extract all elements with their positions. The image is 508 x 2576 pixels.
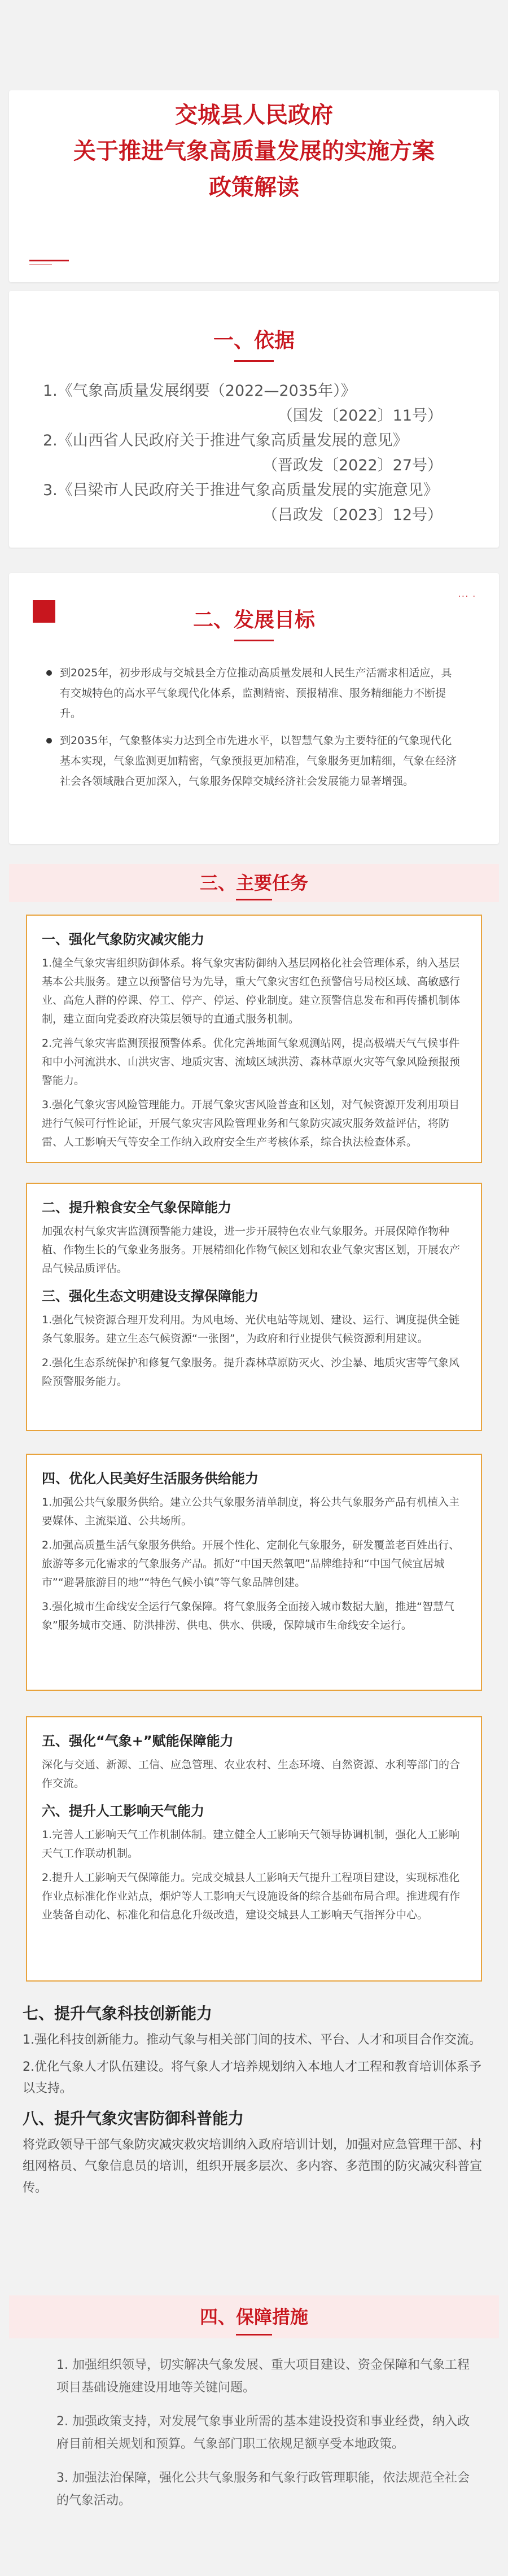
title-line-3: 政策解读 xyxy=(209,174,299,200)
title-line-1: 交城县人民政府 xyxy=(175,102,333,128)
basis-doc: 2.《山西省人民政府关于推进气象高质量发展的意见》 xyxy=(43,432,408,449)
goals-card xyxy=(9,573,499,844)
task-paragraph: 1.健全气象灾害组织防御体系。将气象灾害防御纳入基层网格化社会管理体系，纳入基层基本公共服务。建立以预警信号为先导，重大气象灾害红色预警信号局校区域、高敏感行业、高危人群的停课、停工、停产、停运、停业制度。建立预警信息发布和再传播机制体制，建立面向党委政府决策层领导的直通式服务机制。 xyxy=(42,957,461,1025)
header-divider xyxy=(29,260,69,261)
guarantee-header xyxy=(9,2295,499,2338)
task-paragraph: 深化与交通、新源、工信、应急管理、农业农村、生态环境、自然资源、水利等部门的合作交流。 xyxy=(42,1759,461,1790)
guarantee-item: 1. 加强组织领导，切实解决气象发展、重大项目建设、资金保障和气象工程项目基础设施建设用地等关键问题。 xyxy=(56,2358,470,2395)
basis-doc: 3.《吕梁市人民政府关于推进气象高质量发展的实施意见》 xyxy=(43,482,439,499)
goal-item: 到2035年，气象整体实力达到全市先进水平，以智慧气象为主要特征的气象现代化基本实现，气象监测更加精密，气象预报更加精准，气象服务更加精细，气象在经济社会各领域融合更加深入，气象服务保障交城经济社会发展能力显著增强。 xyxy=(60,731,459,791)
task-paragraph: 2.提升人工影响天气保障能力。完成交城县人工影响天气提升工程项目建设，实现标准化作业点标准化作业站点，烟炉等人工影响天气设施设备的综合基础布局合理。推进现有作业装备自动化、标准化和信息化升级改造，建设交城县人工影响天气指挥分中心。 xyxy=(42,1871,461,1921)
guarantee-list xyxy=(56,2354,474,2523)
basis-title-underline xyxy=(234,360,274,362)
task-heading: 五、强化“气象+”赋能保障能力 xyxy=(42,1733,234,1749)
dots-decoration: ··· · xyxy=(458,592,476,601)
guarantee-item: 2. 加强政策支持，对发展气象事业所需的基本建设投资和事业经费，纳入政府目前相关规划和预算。气象部门职工依规足额享受本地政策。 xyxy=(56,2415,470,2451)
red-square-decoration xyxy=(33,600,55,623)
goal-item: 到2025年，初步形成与交城县全方位推动高质量发展和人民生产活需求相适应，具有交城特色的高水平气象现代化体系，监测精密、预报精准、服务精细能力不断提升。 xyxy=(60,663,459,724)
task-paragraph: 1.完善人工影响天气工作机制体制。建立健全人工影响天气领导协调机制，强化人工影响天气工作联动机制。 xyxy=(42,1829,460,1860)
task-paragraph: 1.强化气候资源合理开发利用。为风电场、光伏电站等规划、建设、运行、调度提供全链条气象服务。建立生态气候资源“一张图”，为政府和行业提供气候资源利用建议。 xyxy=(42,1314,460,1345)
task-paragraph: 1.加强公共气象服务供给。建立公共气象服务清单制度，将公共气象服务产品有机植入主要媒体、主流渠道、公共场所。 xyxy=(42,1496,460,1527)
task-paragraph: 2.优化气象人才队伍建设。将气象人才培养规划纳入本地人才工程和教育培训体系予以支持。 xyxy=(23,2060,481,2096)
basis-list xyxy=(9,379,499,528)
basis-doc-number: （国发〔2022〕11号） xyxy=(277,407,443,425)
task-plain-section xyxy=(23,2001,485,2199)
guarantee-title-underline xyxy=(236,2334,272,2336)
task-heading: 八、提升气象灾害防御科普能力 xyxy=(23,2109,244,2128)
task-paragraph: 2.完善气象灾害监测预报预警体系。优化完善地面气象观测站网，提高极端天气气候事件和中小河流洪水、山洪灾害、地质灾害、流域区域洪涝、森林草原火灾等气象风险预报预警能力。 xyxy=(42,1037,461,1087)
header-card xyxy=(9,90,499,282)
task-paragraph: 将党政领导干部气象防灾减灾救灾培训纳入政府培训计划，加强对应急管理干部、村组网格员、气象信息员的培训，组织开展多层次、多内容、多范围的防灾减灾科普宣传。 xyxy=(23,2138,483,2195)
basis-item xyxy=(43,428,465,478)
task-paragraph: 2.强化生态系统保护和修复气象服务。提升森林草原防灭火、沙尘暴、地质灾害等气象风险预警服务能力。 xyxy=(42,1357,460,1388)
task-heading: 一、强化气象防灾减灾能力 xyxy=(42,931,204,947)
task-heading: 七、提升气象科技创新能力 xyxy=(23,2004,213,2023)
task-paragraph: 3.强化气象灾害风险管理能力。开展气象灾害风险普查和区划，对气候资源开发利用项目进行气候可行性论证，开展气象灾害风险管理业务和气象防灾减灾服务效益评估，将防雷、人工影响天气等安全工作纳入政府安全生产考核体系，综合执法检查体系。 xyxy=(42,1099,460,1148)
goals-list xyxy=(9,663,499,791)
goals-title-underline xyxy=(234,640,274,641)
task-box-1 xyxy=(26,915,482,1163)
basis-card xyxy=(9,291,499,548)
task-paragraph: 加强农村气象灾害监测预警能力建设，进一步开展特色农业气象服务。开展保障作物种植、作物生长的气象业务服务。开展精细化作物气候区划和农业气象灾害区划，开展农产品气候品质评估。 xyxy=(42,1225,461,1275)
task-paragraph: 1.强化科技创新能力。推动气象与相关部门间的技术、平台、人才和项目合作交流。 xyxy=(23,2033,481,2047)
guarantee-item: 3. 加强法治保障，强化公共气象服务和气象行政管理职能，依法规范全社会的气象活动。 xyxy=(56,2471,470,2508)
tasks-title: 三、主要任务 xyxy=(199,872,308,894)
task-box-4 xyxy=(26,1716,482,1982)
basis-item xyxy=(43,478,465,528)
basis-doc: 1.《气象高质量发展纲要（2022—2035年）》 xyxy=(43,382,356,400)
task-paragraph: 2.加强高质量生活气象服务供给。开展个性化、定制化气象服务，研发覆盖老百姓出行、旅游等多元化需求的气象服务产品。抓好“中国天然氧吧”品牌维持和“中国气候宜居城市”“避暑旅游目的地”“特色气候小镇”等气象品牌创建。 xyxy=(42,1539,460,1589)
task-heading: 四、优化人民美好生活服务供给能力 xyxy=(42,1471,259,1486)
title-line-2: 关于推进气象高质量发展的实施方案 xyxy=(73,138,435,164)
task-box-2 xyxy=(26,1183,482,1431)
tasks-title-underline xyxy=(236,899,272,900)
header-divider-thin xyxy=(29,264,52,265)
guarantee-title: 四、保障措施 xyxy=(199,2306,308,2328)
task-heading: 二、提升粮食安全气象保障能力 xyxy=(42,1200,231,1215)
basis-item xyxy=(43,379,465,428)
task-box-3 xyxy=(26,1454,482,1691)
tasks-header xyxy=(9,864,499,902)
goals-title: 二、发展目标 xyxy=(192,609,315,632)
task-paragraph: 3.强化城市生命线安全运行气象保障。将气象服务全面接入城市数据大脑，推进“智慧气象”服务城市交通、防洪排涝、供电、供水、供暖，保障城市生命线安全运行。 xyxy=(42,1600,454,1632)
basis-title: 一、依据 xyxy=(213,329,295,352)
task-heading: 三、强化生态文明建设支撑保障能力 xyxy=(42,1288,259,1304)
task-heading: 六、提升人工影响天气能力 xyxy=(42,1803,204,1819)
basis-doc-number: （晋政发〔2022〕27号） xyxy=(262,457,443,474)
page-title xyxy=(9,97,499,205)
basis-doc-number: （吕政发〔2023〕12号） xyxy=(262,506,443,524)
